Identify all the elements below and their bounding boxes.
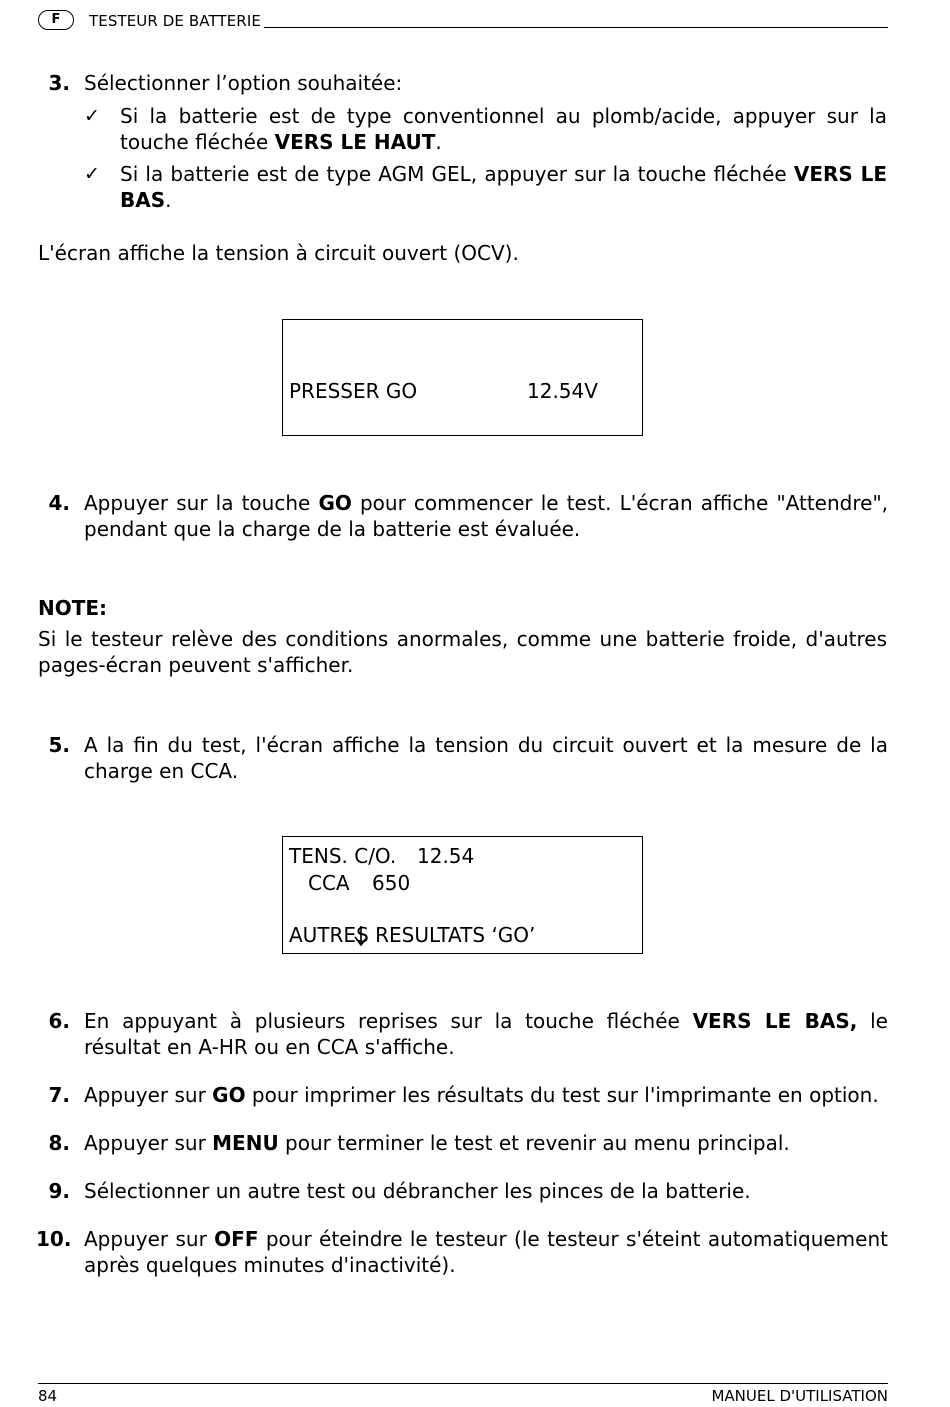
step-6-bold: VERS LE BAS, [692,1009,858,1033]
header-rule [264,27,888,28]
checkmark-icon: ✓ [84,163,100,185]
step-8-bold: MENU [212,1131,279,1155]
option-up-text: Si la batterie est de type conventionnel au plomb/acide, appuyer sur la touche fléchée [120,104,887,154]
step-7-number: 7. [48,1083,70,1107]
step-8-number: 8. [48,1131,70,1155]
header-title: TESTEUR DE BATTERIE [89,12,261,30]
step-10-text-b: pour éteindre le testeur (le testeur s'éteint automatiquement après quelques minutes d'inactivité). [84,1227,888,1277]
lcd-ocv-label: TENS. C/O. [289,844,397,868]
lcd-prompt: PRESSER GO [289,379,418,403]
option-up-bold: VERS LE HAUT [274,130,436,154]
lcd-more-results: AUTRES RESULTATS ‘GO’ [289,923,536,947]
step-5-text: A la fin du test, l'écran affiche la tension du circuit ouvert et la mesure de la charge en CCA. [84,733,888,783]
step-10-number: 10. [36,1227,72,1251]
page-header [38,10,888,32]
ocv-text: L'écran affiche la tension à circuit ouvert (OCV). [38,241,519,265]
step-7-bold: GO [212,1083,246,1107]
lcd-voltage: 12.54V [527,379,598,403]
footer-rule [38,1383,888,1384]
step-7-text-a: Appuyer sur [84,1083,213,1107]
lcd-screen-ocv [282,319,643,436]
step-7-text [84,1082,888,1108]
step-10-text [84,1226,888,1278]
step-4-bold: GO [318,491,352,515]
option-up-end: . [435,130,442,154]
step-9-text: Sélectionner un autre test ou débrancher les pinces de la batterie. [84,1179,751,1203]
step-8-text-a: Appuyer sur [84,1131,213,1155]
step-5-number: 5. [48,733,70,757]
step-6-text [84,1008,888,1060]
step-6-text-b: le résultat en A-HR ou en CCA s'affiche. [84,1009,888,1059]
step-8-text [84,1130,888,1156]
step-3-number: 3. [48,71,70,95]
step-7-text-b: pour imprimer les résultats du test sur l'imprimante en option. [245,1083,879,1107]
manual-title: MANUEL D'UTILISATION [711,1387,888,1405]
note-title: NOTE: [38,596,108,620]
lcd-cca-label: CCA [308,871,350,895]
note-text: Si le testeur relève des conditions anormales, comme une batterie froide, d'autres pages-écran peuvent s'afficher. [38,627,887,677]
step-10-text-a: Appuyer sur [84,1227,215,1251]
step-8-text-b: pour terminer le test et revenir au menu principal. [278,1131,790,1155]
step-3-option-up [120,103,887,155]
step-10-bold: OFF [214,1227,259,1251]
language-badge: F [38,10,74,30]
step-6-text-a: En appuyant à plusieurs reprises sur la touche fléchée [84,1009,693,1033]
step-3-option-down [120,161,887,213]
option-down-bold: VERS LE BAS [120,162,887,212]
lcd-screen-results [282,836,643,954]
step-4-text-a: Appuyer sur la touche [84,491,319,515]
checkmark-icon: ✓ [84,105,100,127]
option-down-text: Si la batterie est de type AGM GEL, appuyer sur la touche fléchée [120,162,794,186]
step-6-number: 6. [48,1009,70,1033]
option-down-end: . [165,188,172,212]
step-4-text [84,490,888,542]
lcd-cca-value: 650 [372,871,411,895]
lcd-ocv-value: 12.54 [417,844,475,868]
step-4-number: 4. [48,491,70,515]
page-number: 84 [38,1387,58,1405]
step-3-text: Sélectionner l’option souhaitée: [84,71,403,95]
step-4-text-b: pour commencer le test. L'écran affiche "Attendre", pendant que la charge de la batterie est évaluée. [84,491,889,541]
step-9-number: 9. [48,1179,70,1203]
